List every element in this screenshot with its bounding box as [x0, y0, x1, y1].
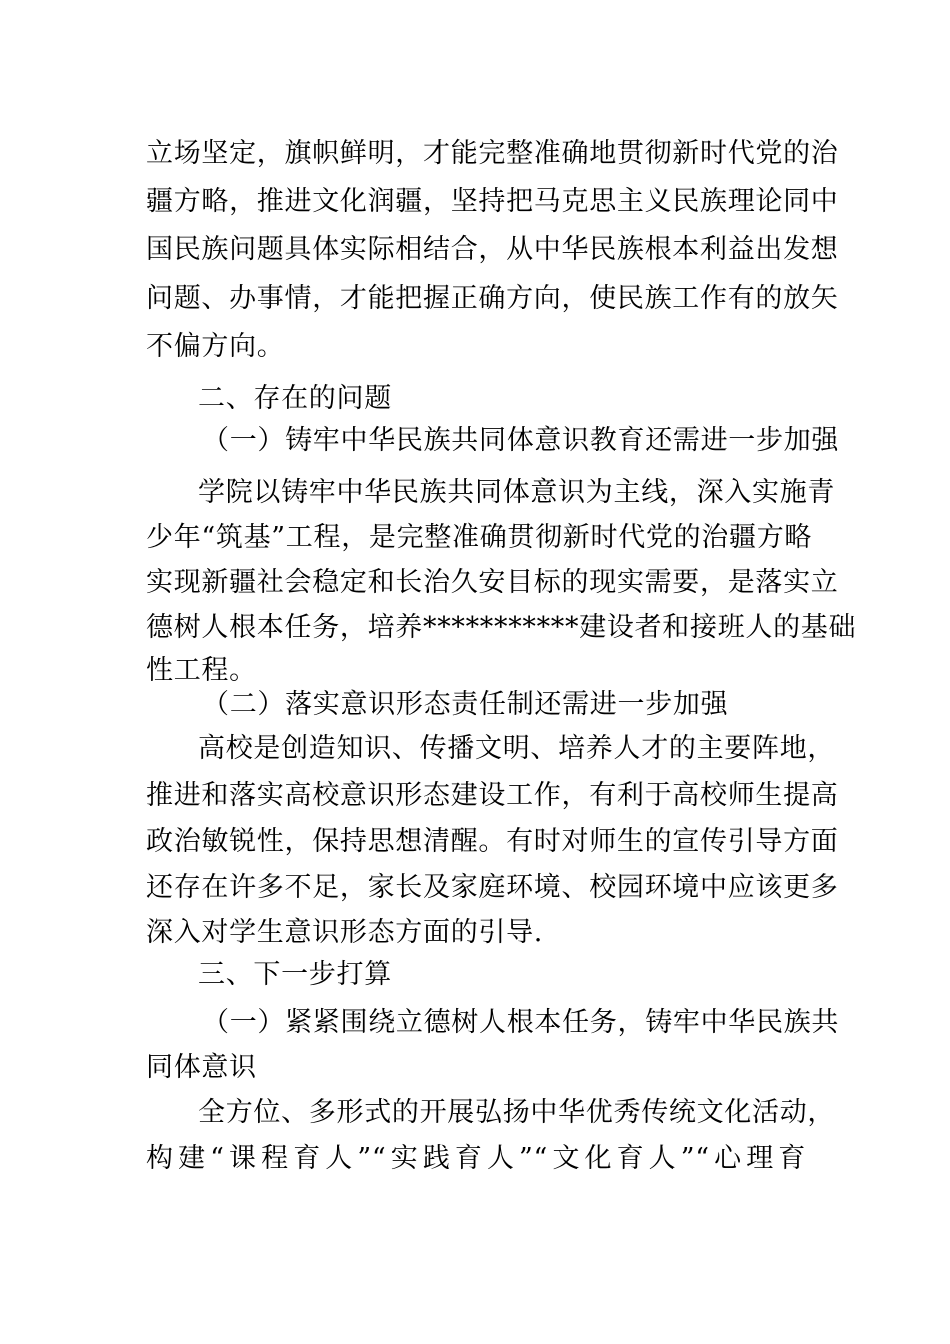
- section-two-item-one-line-4: 德树人根本任务，培养***********建设者和接班人的基础: [146, 612, 857, 643]
- section-two-item-one-line-2: 少年“筑基”工程，是完整准确贯彻新时代党的治疆方略: [146, 522, 813, 553]
- section-two-item-two-line-4: 还存在许多不足，家长及家庭环境、校园环境中应该更多: [146, 872, 839, 903]
- intro-line-2: 疆方略，推进文化润疆，坚持把马克思主义民族理论同中: [146, 186, 839, 217]
- section-two-item-two-heading: （二）落实意识形态责任制还需进一步加强: [202, 689, 729, 720]
- section-two-heading: 二、存在的问题: [198, 383, 392, 414]
- section-two-item-one-heading: （一）铸牢中华民族共同体意识教育还需进一步加强: [202, 425, 840, 456]
- section-three-item-one-heading-line-2: 同体意识: [146, 1052, 257, 1083]
- intro-line-4: 问题、办事情，才能把握正确方向，使民族工作有的放矢: [146, 283, 839, 314]
- section-two-item-two-line-5: 深入对学生意识形态方面的引导.: [146, 917, 544, 948]
- section-two-item-one-line-5: 性工程。: [146, 655, 257, 686]
- intro-line-5: 不偏方向。: [146, 331, 285, 362]
- section-three-heading: 三、下一步打算: [198, 959, 392, 990]
- section-two-item-two-line-2: 推进和落实高校意识形态建设工作，有利于高校师生提高: [146, 780, 839, 811]
- section-three-item-one-line-1: 全方位、多形式的开展弘扬中华优秀传统文化活动，: [198, 1097, 836, 1128]
- section-three-item-one-line-2: 构建“课程育人”“实践育人”“文化育人”“心理育: [146, 1143, 806, 1174]
- intro-line-1: 立场坚定，旗帜鲜明，才能完整准确地贯彻新时代党的治: [146, 138, 839, 169]
- section-two-item-one-line-3: 实现新疆社会稳定和长治久安目标的现实需要，是落实立: [146, 567, 839, 598]
- section-two-item-two-line-1: 高校是创造知识、传播文明、培养人才的主要阵地，: [198, 733, 836, 764]
- section-two-item-one-line-1: 学院以铸牢中华民族共同体意识为主线，深入实施青: [198, 477, 836, 508]
- intro-line-3: 国民族问题具体实际相结合，从中华民族根本利益出发想: [146, 234, 839, 265]
- section-three-item-one-heading-line-1: （一）紧紧围绕立德树人根本任务，铸牢中华民族共: [202, 1007, 840, 1038]
- section-two-item-two-line-3: 政治敏锐性，保持思想清醒。有时对师生的宣传引导方面: [146, 826, 839, 857]
